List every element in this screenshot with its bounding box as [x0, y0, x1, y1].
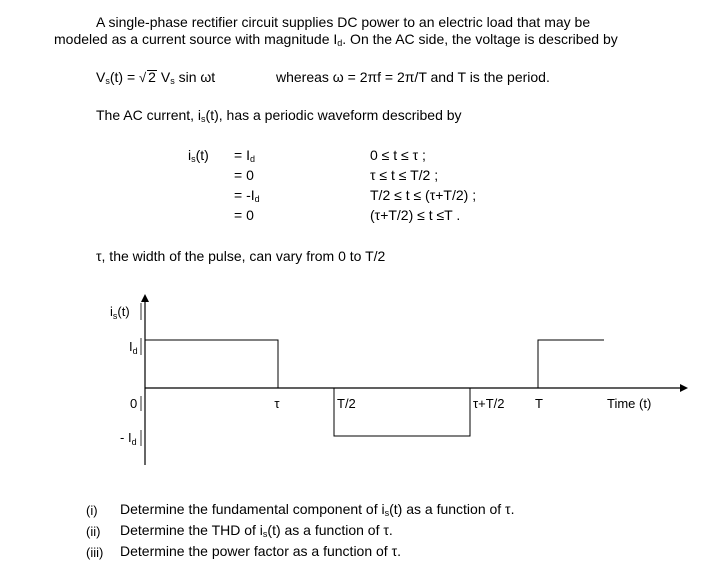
question-1-number: (i) [86, 503, 98, 518]
question-3-number: (iii) [86, 545, 104, 560]
question-3-text: Determine the power factor as a function of τ. [120, 543, 402, 559]
zero-label: 0 [130, 396, 138, 411]
question-2-text: Determine the THD of $i_s(t)$ as a function of τ. [120, 522, 393, 539]
tick-T: T [535, 396, 543, 411]
voltage-equation: $V_s(t)$ = √ 2 $V_s$ sin ωt [96, 69, 216, 86]
question-2-number: (ii) [86, 524, 101, 539]
intro-line-1: A single-phase rectifier circuit supplies DC power to an electric load that may be [96, 14, 591, 30]
piecewise-value-1: = 0 [234, 167, 254, 183]
omega-definition: whereas ω = 2πf = 2π/T and T is the period. [276, 69, 550, 85]
piecewise-lhs: $i_s(t)$ [188, 147, 209, 164]
piecewise-range-2: T/2 ≤ t ≤ (τ+T/2) ; [370, 187, 477, 203]
tau-note: τ, the width of the pulse, can vary from 0 to T/2 [96, 248, 386, 264]
id-label: $I_d$ [129, 339, 138, 356]
intro-line-2: modeled as a current source with magnitude $I_d$. On the AC side, the voltage is described by [54, 31, 618, 48]
x-axis-label: Time (t) [607, 396, 652, 411]
piecewise-range-1: τ ≤ t ≤ T/2 ; [370, 167, 439, 183]
neg-id-label: - $I_d$ [120, 430, 137, 447]
tick-tau-T2: τ+T/2 [473, 396, 505, 411]
next-period-pulse [538, 340, 604, 388]
current-intro: The AC current, $i_s(t)$, has a periodic waveform described by [96, 107, 462, 124]
y-axis-label: $i_s(t)$ [110, 304, 130, 321]
piecewise-range-3: (τ+T/2) ≤ t ≤T . [370, 207, 461, 223]
piecewise-value-3: = 0 [234, 207, 254, 223]
question-1-text: Determine the fundamental component of $i_s(t)$ as a function of τ. [120, 501, 515, 518]
tick-tau: τ [274, 396, 280, 411]
piecewise-value-0: = $I_d$ [234, 147, 255, 164]
tick-T2: T/2 [337, 396, 356, 411]
positive-pulse [145, 340, 278, 388]
piecewise-range-0: 0 ≤ t ≤ τ ; [370, 147, 426, 163]
piecewise-value-2: = $-I_d$ [234, 187, 260, 204]
